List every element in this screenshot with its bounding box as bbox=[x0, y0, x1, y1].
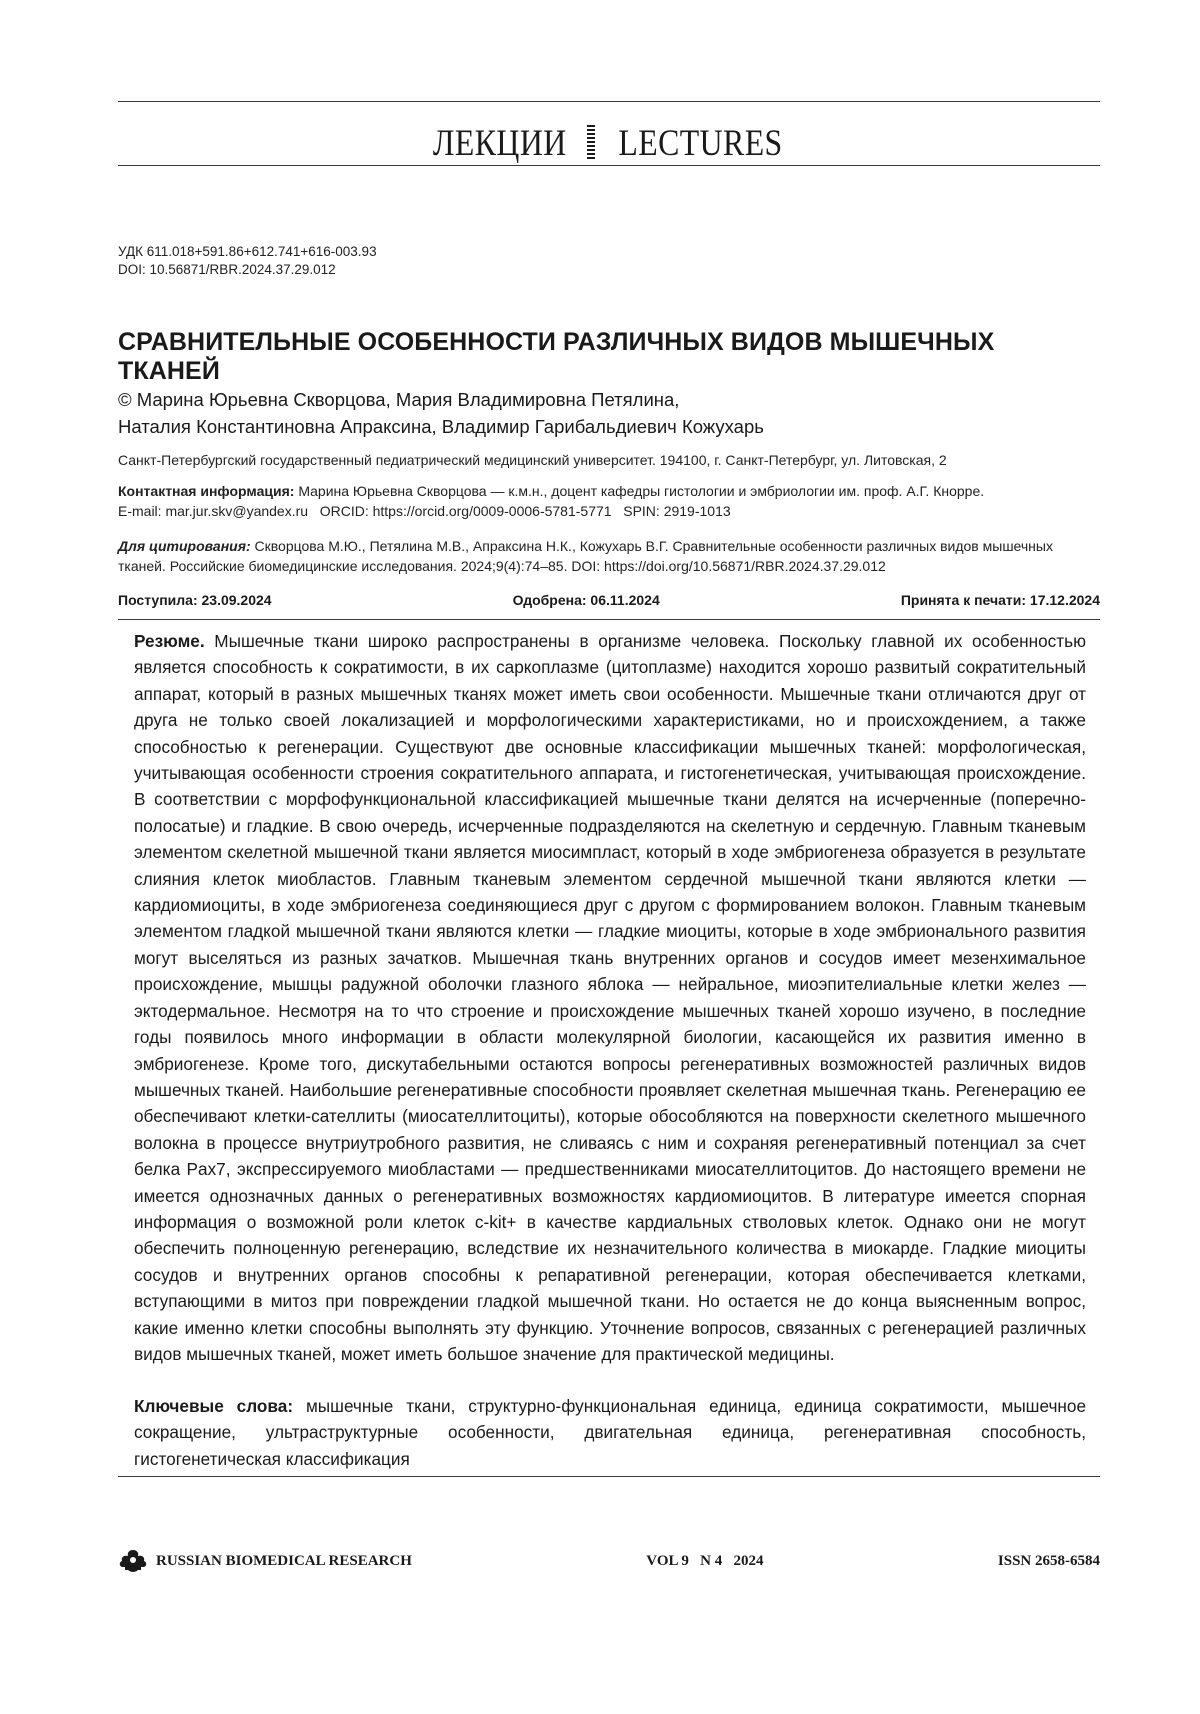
authors-line-2: Наталия Константиновна Апраксина, Владимир Гарибальдиевич Кожухарь bbox=[118, 416, 764, 437]
date-received: Поступила: 23.09.2024 bbox=[118, 592, 272, 608]
issn: ISSN 2658-6584 bbox=[997, 1552, 1100, 1569]
abstract bbox=[134, 628, 1086, 1367]
header-separator bbox=[587, 125, 595, 161]
keywords-label: Ключевые слова: bbox=[134, 1396, 294, 1416]
authors-line-1: © Марина Юрьевна Скворцова, Мария Владимировна Петялина, bbox=[118, 389, 680, 410]
date-accepted: Принята к печати: 17.12.2024 bbox=[900, 592, 1100, 608]
page-footer bbox=[118, 1547, 1100, 1575]
header-bottom-rule bbox=[118, 165, 1100, 166]
issue-info: VOL 9 N 4 2024 bbox=[646, 1552, 764, 1569]
article-title: СРАВНИТЕЛЬНЫЕ ОСОБЕННОСТИ РАЗЛИЧНЫХ ВИДОВ МЫШЕЧНЫХ ТКАНЕЙ bbox=[118, 328, 995, 385]
citation-label: Для цитирования: bbox=[118, 538, 251, 554]
authors bbox=[118, 386, 764, 440]
contact-email[interactable]: E-mail: mar.jur.skv@yandex.ru bbox=[118, 503, 309, 519]
section-header bbox=[118, 120, 1100, 166]
citation-text: Скворцова М.Ю., Петялина М.В., Апраксина Н.К., Кожухарь В.Г. Сравнительные особенности различных видов мышечных тканей. Российские биомедицинские исследования. 2024;9(4):74–85. DOI: https://doi.org/10.56871/RBR.2024.37.29.012 bbox=[118, 538, 1053, 574]
contact-info bbox=[118, 481, 1100, 521]
doi: DOI: 10.56871/RBR.2024.37.29.012 bbox=[118, 262, 336, 277]
section-label-en: LECTURES bbox=[618, 122, 783, 164]
contact-label: Контактная информация: bbox=[118, 483, 295, 499]
section-label-ru: ЛЕКЦИИ bbox=[432, 122, 567, 164]
contact-text: Марина Юрьевна Скворцова — к.м.н., доцент кафедры гистологии и эмбриологии им. проф. А.Г. Кнорре. bbox=[298, 483, 985, 499]
abstract-label: Резюме. bbox=[134, 631, 205, 651]
date-approved: Одобрена: 06.11.2024 bbox=[512, 592, 660, 608]
contact-orcid[interactable]: ORCID: https://orcid.org/0009-0006-5781-5771 bbox=[319, 503, 612, 519]
keywords bbox=[134, 1393, 1086, 1472]
header-top-rule bbox=[118, 101, 1100, 102]
article-page bbox=[118, 0, 1100, 1714]
journal-name: RUSSIAN BIOMEDICAL RESEARCH bbox=[156, 1552, 412, 1569]
journal-emblem-icon bbox=[118, 1548, 148, 1574]
citation bbox=[118, 536, 1100, 576]
contact-spin: SPIN: 2919-1013 bbox=[623, 503, 731, 519]
affiliation: Санкт-Петербургский государственный педиатрический медицинский университет. 194100, г. Санкт-Петербург, ул. Литовская, 2 bbox=[118, 452, 947, 468]
keywords-text: мышечные ткани, структурно-функциональная единица, единица сократимости, мышечное сокращение, ультраструктурные особенности, двигательная единица, регенеративная способность, гистогенетическая классификация bbox=[134, 1396, 1087, 1469]
publication-dates bbox=[118, 592, 1100, 608]
udc-code: УДК 611.018+591.86+612.741+616-003.93 bbox=[118, 244, 377, 259]
abstract-text: Мышечные ткани широко распространены в организме человека. Поскольку главной их особенностью является способность к сократимости, в их саркоплазме (цитоплазме) находится хорошо развитый сократительный аппарат, который в разных мышечных тканях может иметь свои особенности. Мышечные ткани отличаются друг от друга не только своей локализацией и морфологическими характеристиками, но и происхождением, а также способностью к регенерации. Существуют две основные классификации мышечных тканей: морфологическая, учитывающая особенности строения сократительного аппарата, и гистогенетическая, учитывающая происхождение. В соответствии с морфофункциональной классификацией мышечные ткани делятся на исчерченные (поперечно-полосатые) и гладкие. В свою очередь, исчерченные подразделяются на скелетную и сердечную. Главным тканевым элементом скелетной мышечной ткани является миосимпласт, который в ходе эмбриогенеза образуется в результате слияния клеток миобластов. Главным тканевым элементом сердечной мышечной ткани являются клетки — кардиомиоциты, в ходе эмбриогенеза соединяющиеся друг с другом с формированием волокон. Главным тканевым элементом гладкой мышечной ткани являются клетки — гладкие миоциты, которые в ходе эмбрионального развития могут выселяться из разных зачатков. Мышечная ткань внутренних органов и сосудов имеет мезенхимальное происхождение, мышцы радужной оболочки глазного яблока — нейральное, миоэпителиальные клетки желез — эктодермальное. Несмотря на то что строение и происхождение мышечных тканей хорошо изучено, в последние годы появилось много информации в области молекулярной биологии, касающейся их развития именно в эмбриогенезе. Кроме того, дискутабельными остаются вопросы регенеративных возможностей различных видов мышечных тканей. Наибольшие регенеративные способности проявляет скелетная мышечная ткань. Регенерацию ее обеспечивают клетки-сателлиты (миосателлитоциты), которые обособляются на поверхности скелетного мышечного волокна в процессе внутриутробного развития, не сливаясь с ним и сохраняя регенеративный потенциал за счет белка Pax7, экспрессируемого миобластами — предшественниками миосателлитоцитов. До настоящего времени не имеется однозначных данных о регенеративных возможностях кардиомиоцитов. В литературе имеется спорная информация о возможной роли клеток c-kit+ в качестве кардиальных стволовых клеток. Однако они не могут обеспечить полноценную регенерацию, вследствие их незначительного количества в миокарде. Гладкие миоциты сосудов и внутренних органов способны к репаративной регенерации, которая обеспечивается клетками, вступающими в митоз при повреждении гладкой мышечной ткани. Но остается не до конца выясненным вопрос, какие именно клетки способны выполнять эту функцию. Уточнение вопросов, связанных с регенерацией различных видов мышечных тканей, может иметь большое значение для практической медицины. bbox=[134, 631, 1086, 1364]
